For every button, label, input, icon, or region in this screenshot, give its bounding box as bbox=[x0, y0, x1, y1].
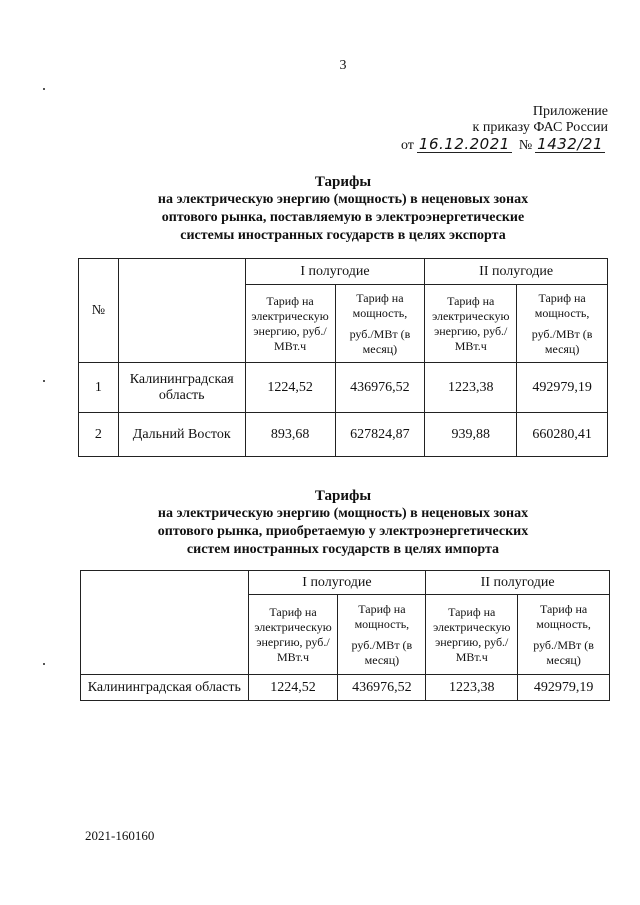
power-tariff-line2: руб./МВт (в месяц) bbox=[533, 637, 594, 667]
table-header-row bbox=[81, 571, 610, 595]
power-tariff-line1: Тариф на мощность, bbox=[536, 601, 591, 631]
row-number: 1 bbox=[79, 363, 119, 413]
power-tariff-line2: руб./МВт (в месяц) bbox=[349, 326, 411, 356]
table1-title-line4: системы иностранных государств в целях экспорта bbox=[180, 228, 506, 243]
scan-mark bbox=[43, 88, 45, 90]
appendix-block bbox=[401, 104, 608, 154]
power-tariff-line1: Тариф на мощность, bbox=[534, 290, 590, 320]
power-tariff-line1: Тариф на мощность, bbox=[352, 290, 408, 320]
header-power-tariff bbox=[335, 285, 425, 363]
appendix-label: Приложение bbox=[532, 104, 608, 119]
scan-mark bbox=[43, 380, 45, 382]
table1-title-line2: на электрическую энергию (мощность) в неценовых зонах bbox=[157, 192, 529, 207]
row-power-h1: 436976,52 bbox=[338, 675, 426, 701]
document-id: 2021-160160 bbox=[85, 828, 155, 843]
header-half1: I полугодие bbox=[248, 571, 426, 595]
table1-title-main: Тарифы bbox=[314, 174, 372, 190]
from-label: от bbox=[400, 138, 414, 153]
page-number: 3 bbox=[339, 58, 347, 73]
row-energy-h2: 1223,38 bbox=[426, 675, 518, 701]
table2-title-line3: оптового рынка, приобретаемую у электроэнергетических bbox=[157, 524, 529, 539]
row-power-h2: 492979,19 bbox=[518, 675, 610, 701]
table-row bbox=[81, 675, 610, 701]
header-half2: II полугодие bbox=[425, 259, 608, 285]
header-power-tariff bbox=[518, 595, 610, 675]
header-energy-tariff: Тариф на электрическую энергию, руб./МВт.ч bbox=[425, 285, 517, 363]
row-energy-h2: 939,88 bbox=[425, 413, 517, 457]
header-region bbox=[118, 259, 245, 363]
appendix-order-line bbox=[401, 136, 608, 154]
table2-title-line4: систем иностранных государств в целях импорта bbox=[186, 542, 500, 557]
header-power-tariff bbox=[338, 595, 426, 675]
header-half1: I полугодие bbox=[245, 259, 425, 285]
order-number: 1432/21 bbox=[537, 135, 603, 153]
export-tariff-table bbox=[78, 258, 608, 457]
header-region bbox=[81, 571, 249, 675]
table-row bbox=[79, 363, 608, 413]
row-energy-h1: 893,68 bbox=[245, 413, 335, 457]
row-power-h1: 627824,87 bbox=[335, 413, 425, 457]
table2-title-main: Тарифы bbox=[314, 488, 372, 504]
table-header-row bbox=[79, 259, 608, 285]
header-half2: II полугодие bbox=[426, 571, 610, 595]
header-power-tariff bbox=[517, 285, 608, 363]
appendix-order-ref: к приказу ФАС России bbox=[472, 120, 608, 135]
row-energy-h1: 1224,52 bbox=[245, 363, 335, 413]
header-energy-tariff: Тариф на электрическую энергию, руб./МВт.ч bbox=[245, 285, 335, 363]
scan-mark bbox=[43, 663, 45, 665]
row-region: Калининградская область bbox=[81, 675, 249, 701]
table-row bbox=[79, 413, 608, 457]
header-number: № bbox=[79, 259, 119, 363]
power-tariff-line2: руб./МВт (в месяц) bbox=[531, 326, 593, 356]
power-tariff-line1: Тариф на мощность, bbox=[354, 601, 410, 631]
row-energy-h2: 1223,38 bbox=[425, 363, 517, 413]
row-energy-h1: 1224,52 bbox=[248, 675, 338, 701]
table1-title bbox=[0, 173, 640, 245]
header-energy-tariff: Тариф на электрическую энергию, руб./МВт.ч bbox=[426, 595, 518, 675]
header-energy-tariff: Тариф на электрическую энергию, руб./МВт.ч bbox=[248, 595, 338, 675]
table1-title-line3: оптового рынка, поставляемую в электроэнергетические bbox=[161, 210, 525, 225]
row-power-h1: 436976,52 bbox=[335, 363, 425, 413]
row-number: 2 bbox=[79, 413, 119, 457]
number-label: № bbox=[518, 138, 533, 153]
table2-title-line2: на электрическую энергию (мощность) в неценовых зонах bbox=[157, 506, 529, 521]
table2-title bbox=[0, 487, 640, 559]
row-power-h2: 492979,19 bbox=[517, 363, 608, 413]
power-tariff-line2: руб./МВт (в месяц) bbox=[351, 637, 413, 667]
row-power-h2: 660280,41 bbox=[517, 413, 608, 457]
import-tariff-table bbox=[80, 570, 610, 701]
order-date: 16.12.2021 bbox=[418, 135, 510, 153]
row-region: Калининградская область bbox=[118, 363, 245, 413]
row-region: Дальний Восток bbox=[118, 413, 245, 457]
